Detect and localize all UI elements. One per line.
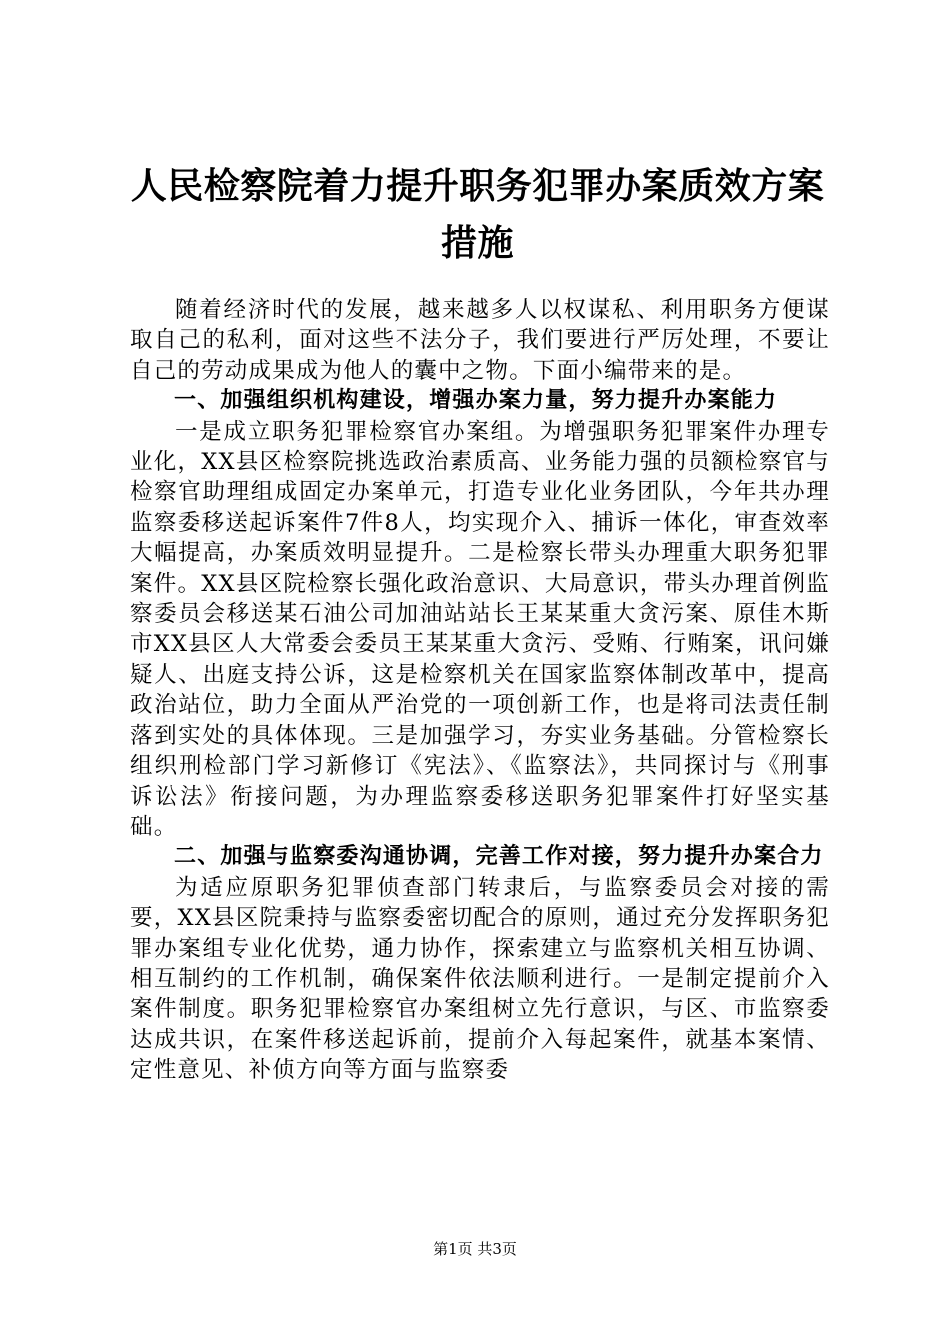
paragraph-section-2: 为适应原职务犯罪侦查部门转隶后，与监察委员会对接的需要，XX县区院秉持与监察委密切配合的原则，通过充分发挥职务犯罪办案组专业化优势，通力协作，探索建立与监察机关相互协调、相互制约的工作机制，确保案件依法顺利进行。一是制定提前介入案件制度。职务犯罪检察官办案组树立先行意识，与区、市监察委达成共识，在案件移送起诉前，提前介入每起案件，就基本案情、定性意见、补侦方向等方面与监察委 xyxy=(130,874,830,1084)
page-footer: 第1页 共3页 xyxy=(433,1240,517,1258)
document-body xyxy=(130,295,830,1086)
paragraph-intro: 随着经济时代的发展，越来越多人以权谋私、利用职务方便谋取自己的私利，面对这些不法分子，我们要进行严厉处理，不要让自己的劳动成果成为他人的囊中之物。下面小编带来的是。 xyxy=(130,297,830,384)
paragraph-section-1: 一是成立职务犯罪检察官办案组。为增强职务犯罪案件办理专业化，XX县区检察院挑选政治素质高、业务能力强的员额检察官与检察官助理组成固定办案单元，打造专业化业务团队，今年共办理监察委移送起诉案件7件8人，均实现介入、捕诉一体化，审查效率大幅提高，办案质效明显提升。二是检察长带头办理重大职务犯罪案件。XX县区院检察长强化政治意识、大局意识，带头办理首例监察委员会移送某石油公司加油站站长王某某重大贪污案、原佳木斯市XX县区人大常委会委员王某某重大贪污、受贿、行贿案，讯问嫌疑人、出庭支持公诉，这是检察机关在国家监察体制改革中，提高政治站位，助力全面从严治党的一项创新工作，也是将司法责任制落到实处的具体体现。三是加强学习，夯实业务基础。分管检察长组织刑检部门学习新修订《宪法》、《监察法》，共同探讨与《刑事诉讼法》衔接问题，为办理监察委移送职务犯罪案件打好坚实基础。 xyxy=(130,418,830,840)
section-heading-1: 一、加强组织机构建设，增强办案力量，努力提升办案能力 xyxy=(174,388,778,414)
document-title: 人民检察院着力提升职务犯罪办案质效方案措施 xyxy=(130,166,825,264)
section-heading-2: 二、加强与监察委沟通协调，完善工作对接，努力提升办案合力 xyxy=(174,844,824,870)
